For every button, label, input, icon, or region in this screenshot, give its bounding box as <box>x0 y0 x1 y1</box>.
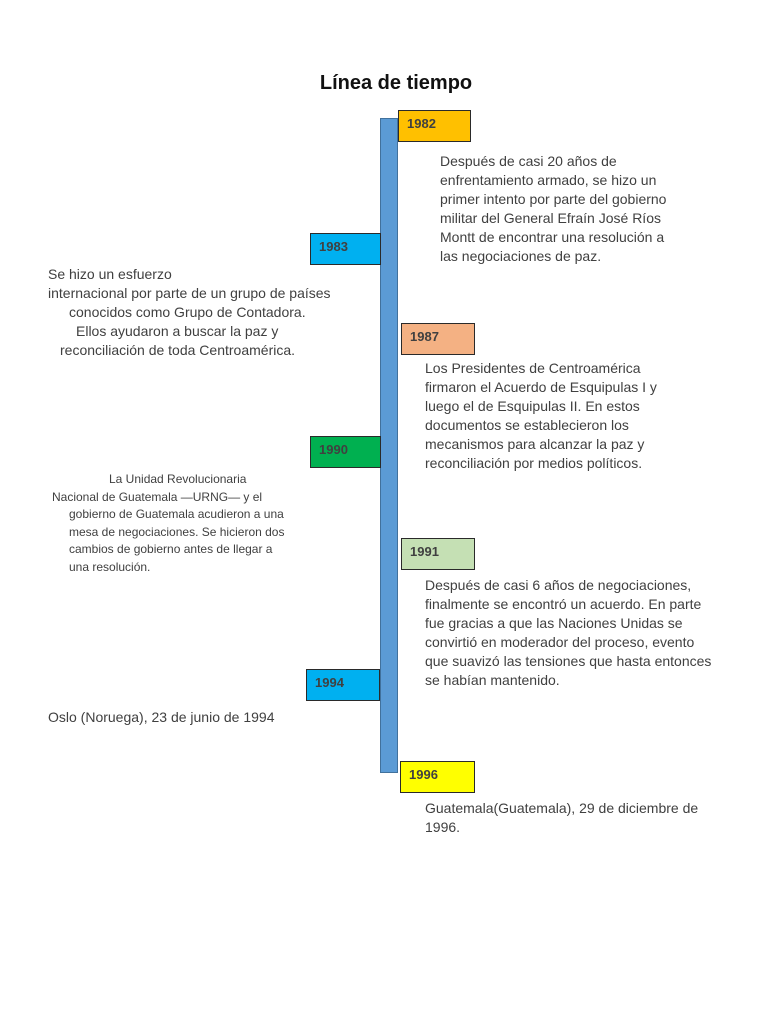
page-title: Línea de tiempo <box>319 72 473 94</box>
text-line: primer intento por parte del gobierno <box>440 191 667 207</box>
text-line: luego el de Esquipulas II. En estos <box>425 398 640 414</box>
text-line: Oslo (Noruega), 23 de junio de 1994 <box>48 709 275 725</box>
text-line: cambios de gobierno antes de llegar a <box>69 542 273 556</box>
text-line: Montt de encontrar una resolución a <box>440 229 665 245</box>
text-line: Guatemala(Guatemala), 29 de diciembre de <box>425 800 699 816</box>
text-line: firmaron el Acuerdo de Esquipulas I y <box>425 379 657 395</box>
text-line: Los Presidentes de Centroamérica <box>425 360 641 376</box>
text-line: Nacional de Guatemala —URNG— y el <box>52 489 263 504</box>
year-box-1987: 1987 <box>401 323 475 355</box>
text-line: reconciliación por medios políticos. <box>425 455 643 471</box>
event-text-1996 <box>425 799 698 837</box>
event-text-1987 <box>425 359 657 473</box>
text-line: Después de casi 6 años de negociaciones, <box>425 577 692 593</box>
text-line: Se hizo un esfuerzo <box>48 266 172 282</box>
text-line: 1996. <box>425 819 461 835</box>
text-line: las negociaciones de paz. <box>440 248 602 264</box>
year-box-1990: 1990 <box>310 436 381 468</box>
text-line: una resolución. <box>69 559 151 574</box>
text-line: mecanismos para alcanzar la paz y <box>425 436 645 452</box>
text-line: finalmente se encontró un acuerdo. En parte <box>425 596 702 612</box>
text-line: gobierno de Guatemala acudieron a una <box>69 507 284 521</box>
year-box-1996: 1996 <box>400 761 475 793</box>
year-box-1982: 1982 <box>398 110 471 142</box>
event-text-1990 <box>52 471 284 576</box>
text-line: mesa de negociaciones. Se hicieron dos <box>69 524 285 539</box>
event-text-1983 <box>48 265 331 360</box>
year-box-1983: 1983 <box>310 233 381 265</box>
text-line: fue gracias a que las Naciones Unidas se <box>425 615 683 631</box>
text-line: Después de casi 20 años de <box>440 153 617 169</box>
text-line: Ellos ayudaron a buscar la paz y <box>76 323 279 339</box>
text-line: militar del General Efraín José Ríos <box>440 210 661 226</box>
text-line: se habían mantenido. <box>425 672 560 688</box>
text-line: documentos se establecieron los <box>425 417 629 433</box>
text-line: reconciliación de toda Centroamérica. <box>60 342 296 358</box>
event-text-1994 <box>48 708 274 727</box>
year-box-1994: 1994 <box>306 669 380 701</box>
text-line: convirtió en moderador del proceso, evento <box>425 634 695 650</box>
timeline-axis <box>380 118 398 773</box>
text-line: internacional por parte de un grupo de países <box>48 285 331 301</box>
event-text-1982 <box>440 152 666 266</box>
event-text-1991 <box>425 576 711 690</box>
year-box-1991: 1991 <box>401 538 475 570</box>
text-line: conocidos como Grupo de Contadora. <box>69 304 306 320</box>
text-line: enfrentamiento armado, se hizo un <box>440 172 657 188</box>
text-line: La Unidad Revolucionaria <box>109 472 247 486</box>
text-line: que suavizó las tensiones que hasta entonces <box>425 653 712 669</box>
